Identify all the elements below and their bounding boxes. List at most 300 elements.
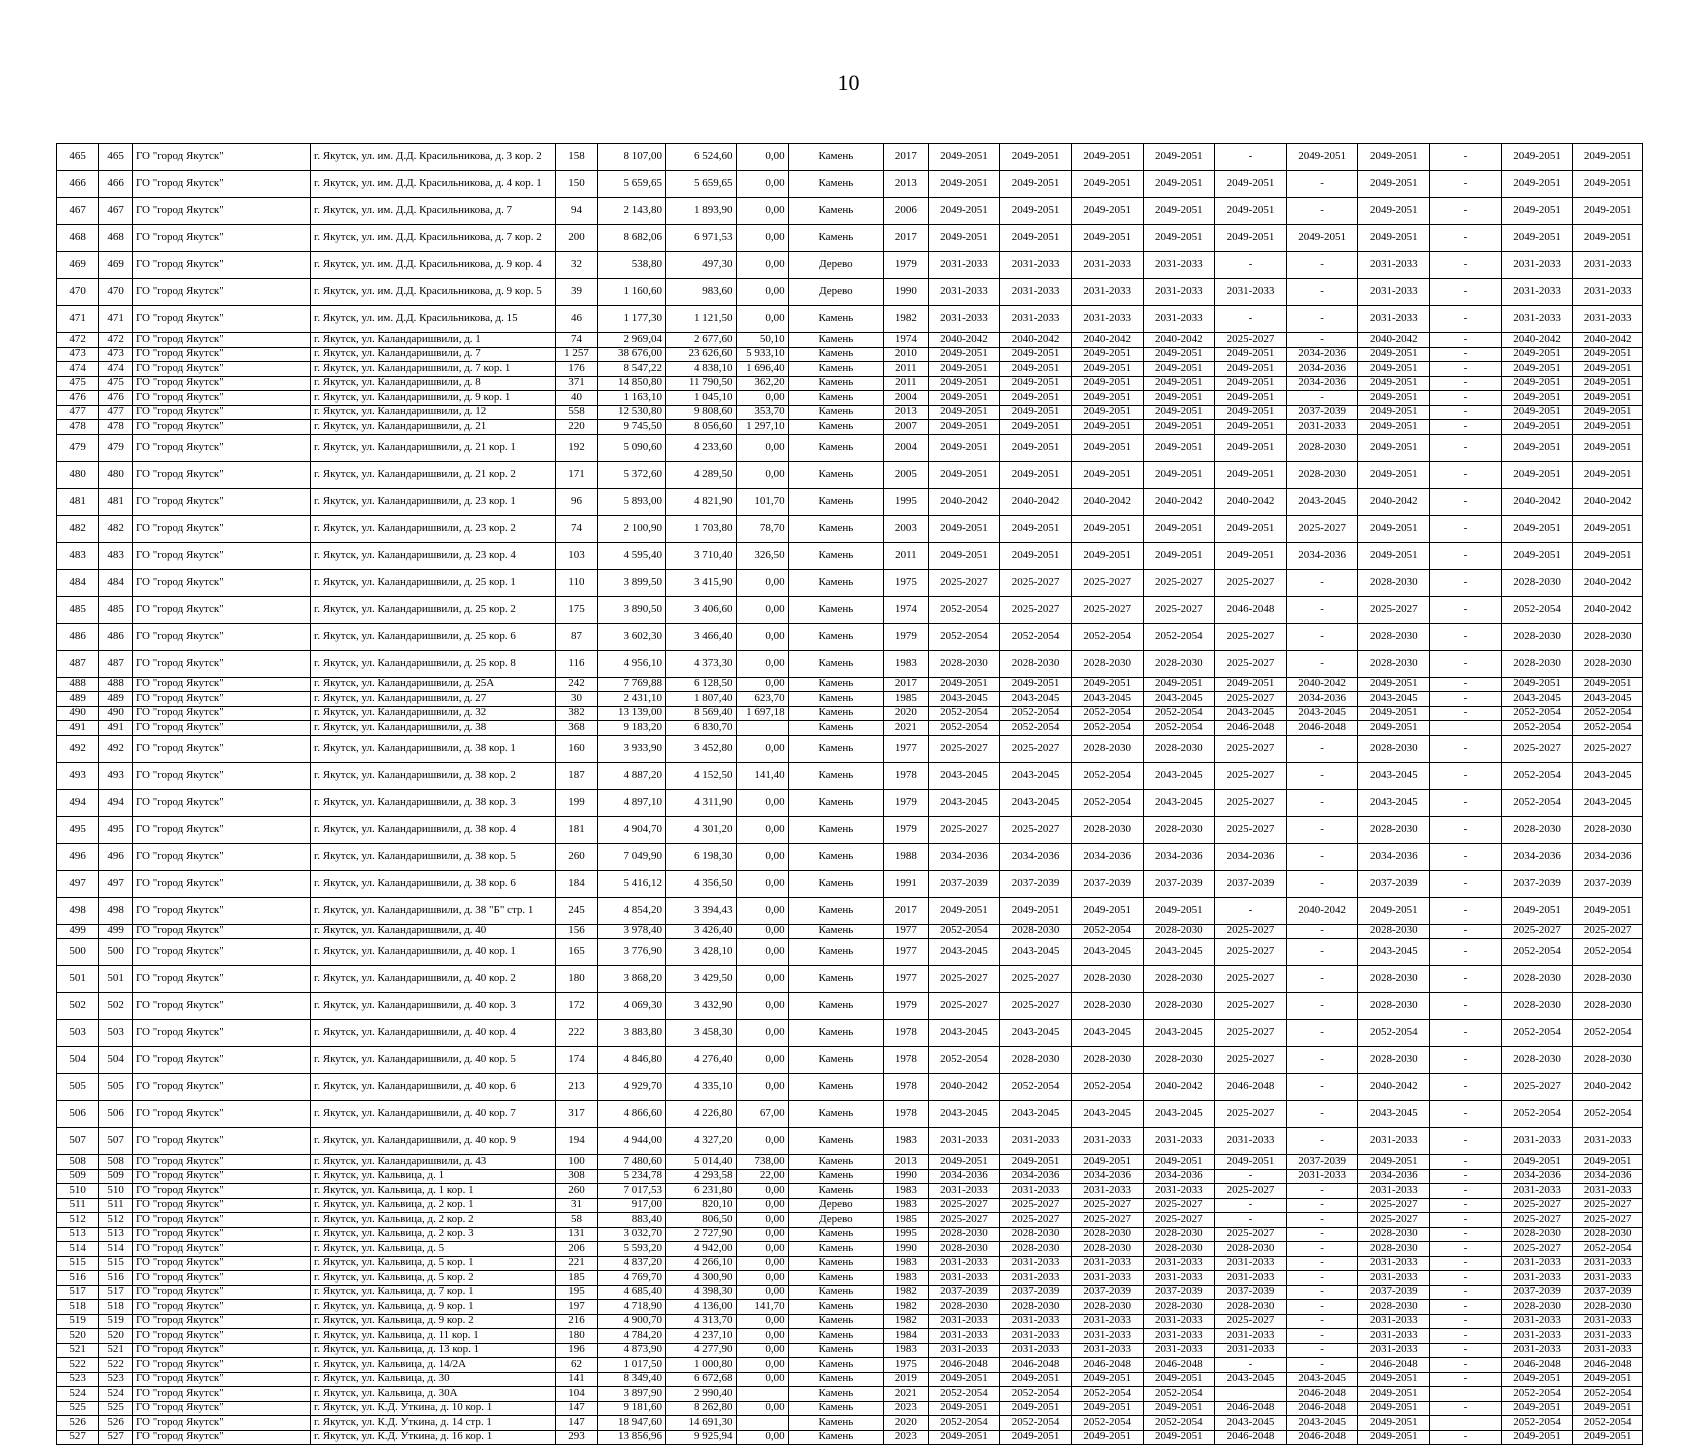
cell-period-8: - [1430, 1213, 1502, 1228]
cell-period-9: 2049-2051 [1501, 144, 1573, 171]
cell-house-number: 470 [99, 279, 133, 306]
cell-address: г. Якутск, ул. Каландаришвили, д. 32 [311, 706, 556, 721]
cell-nonresidential-area: 0,00 [736, 1271, 788, 1286]
cell-period-6: 2037-2039 [1286, 405, 1358, 420]
cell-period-8: - [1430, 870, 1502, 897]
cell-period-5: 2049-2051 [1215, 171, 1287, 198]
cell-wall-material: Камень [788, 924, 884, 939]
cell-period-1: 2049-2051 [928, 461, 1000, 488]
cell-residents: 260 [556, 843, 597, 870]
cell-living-area: 9 808,60 [665, 405, 736, 420]
cell-house-number: 483 [99, 542, 133, 569]
cell-wall-material: Камень [788, 897, 884, 924]
cell-house-number: 467 [99, 198, 133, 225]
cell-period-3: 2025-2027 [1071, 569, 1143, 596]
cell-row-number: 475 [57, 376, 99, 391]
cell-address: г. Якутск, ул. Каландаришвили, д. 23 кор. 2 [311, 515, 556, 542]
cell-residents: 192 [556, 434, 597, 461]
cell-living-area: 8 056,60 [665, 420, 736, 435]
cell-period-8: - [1430, 333, 1502, 348]
cell-period-1: 2028-2030 [928, 1227, 1000, 1242]
cell-municipality: ГО "город Якутск" [132, 1285, 310, 1300]
cell-period-1: 2040-2042 [928, 488, 1000, 515]
cell-wall-material: Камень [788, 677, 884, 692]
cell-wall-material: Камень [788, 843, 884, 870]
cell-living-area: 6 971,53 [665, 225, 736, 252]
cell-period-8: - [1430, 816, 1502, 843]
cell-period-5: 2049-2051 [1215, 542, 1287, 569]
cell-nonresidential-area: 0,00 [736, 144, 788, 171]
cell-period-1: 2049-2051 [928, 347, 1000, 362]
cell-period-7: 2043-2045 [1358, 789, 1430, 816]
cell-period-6: - [1286, 924, 1358, 939]
cell-period-6: 2049-2051 [1286, 225, 1358, 252]
cell-residents: 216 [556, 1314, 597, 1329]
cell-period-8: - [1430, 461, 1502, 488]
cell-period-2: 2028-2030 [1000, 1047, 1072, 1074]
cell-residents: 180 [556, 1329, 597, 1344]
cell-row-number: 515 [57, 1256, 99, 1271]
cell-period-1: 2031-2033 [928, 279, 1000, 306]
cell-address: г. Якутск, ул. Каландаришвили, д. 8 [311, 376, 556, 391]
table-row [57, 1074, 1643, 1101]
cell-living-area: 4 821,90 [665, 488, 736, 515]
cell-period-5: 2037-2039 [1215, 1285, 1287, 1300]
cell-municipality: ГО "город Якутск" [132, 1401, 310, 1416]
table-row [57, 650, 1643, 677]
cell-period-5: 2028-2030 [1215, 1300, 1287, 1315]
cell-period-3: 2025-2027 [1071, 1198, 1143, 1213]
cell-period-7: 2043-2045 [1358, 692, 1430, 707]
cell-period-3: 2049-2051 [1071, 677, 1143, 692]
cell-period-1: 2028-2030 [928, 650, 1000, 677]
cell-row-number: 481 [57, 488, 99, 515]
cell-period-4: 2052-2054 [1143, 1387, 1215, 1402]
cell-period-9: 2025-2027 [1501, 1213, 1573, 1228]
cell-municipality: ГО "город Якутск" [132, 279, 310, 306]
cell-total-area: 7 480,60 [597, 1155, 665, 1170]
cell-period-2: 2028-2030 [1000, 1242, 1072, 1257]
cell-house-number: 512 [99, 1213, 133, 1228]
cell-nonresidential-area [736, 1387, 788, 1402]
cell-house-number: 509 [99, 1169, 133, 1184]
cell-period-5: 2049-2051 [1215, 1155, 1287, 1170]
cell-year-built: 1974 [884, 596, 929, 623]
cell-total-area: 3 897,90 [597, 1387, 665, 1402]
cell-period-5: - [1215, 1198, 1287, 1213]
cell-period-5: 2025-2027 [1215, 569, 1287, 596]
cell-period-1: 2049-2051 [928, 225, 1000, 252]
cell-period-4: 2031-2033 [1143, 306, 1215, 333]
cell-period-1: 2040-2042 [928, 1074, 1000, 1101]
cell-period-9: 2052-2054 [1501, 789, 1573, 816]
cell-period-6: - [1286, 1256, 1358, 1271]
cell-residents: 110 [556, 569, 597, 596]
cell-wall-material: Камень [788, 1047, 884, 1074]
cell-address: г. Якутск, ул. Каландаришвили, д. 25 кор. 8 [311, 650, 556, 677]
cell-period-10: 2028-2030 [1573, 966, 1643, 993]
cell-total-area: 5 659,65 [597, 171, 665, 198]
cell-period-3: 2046-2048 [1071, 1358, 1143, 1373]
table-row [57, 1169, 1643, 1184]
cell-period-8: - [1430, 1401, 1502, 1416]
cell-period-1: 2052-2054 [928, 1416, 1000, 1431]
cell-period-4: 2031-2033 [1143, 1128, 1215, 1155]
cell-address: г. Якутск, ул. Каландаришвили, д. 38 кор. 6 [311, 870, 556, 897]
cell-residents: 46 [556, 306, 597, 333]
table-row [57, 515, 1643, 542]
cell-period-5: 2031-2033 [1215, 279, 1287, 306]
cell-wall-material: Камень [788, 1256, 884, 1271]
cell-living-area: 4 233,60 [665, 434, 736, 461]
cell-residents: 196 [556, 1343, 597, 1358]
cell-period-10: 2052-2054 [1573, 721, 1643, 736]
cell-residents: 213 [556, 1074, 597, 1101]
cell-period-6: - [1286, 789, 1358, 816]
cell-period-10: 2049-2051 [1573, 405, 1643, 420]
cell-period-9: 2028-2030 [1501, 623, 1573, 650]
cell-period-7: 2040-2042 [1358, 333, 1430, 348]
cell-period-4: 2028-2030 [1143, 1227, 1215, 1242]
cell-period-7: 2043-2045 [1358, 1101, 1430, 1128]
cell-period-4: 2043-2045 [1143, 692, 1215, 707]
cell-period-6: - [1286, 391, 1358, 406]
cell-period-9: 2049-2051 [1501, 391, 1573, 406]
cell-period-1: 2028-2030 [928, 1242, 1000, 1257]
cell-wall-material: Камень [788, 333, 884, 348]
cell-address: г. Якутск, ул. Кальвица, д. 7 кор. 1 [311, 1285, 556, 1300]
cell-period-10: 2031-2033 [1573, 1271, 1643, 1286]
cell-nonresidential-area: 0,00 [736, 171, 788, 198]
cell-house-number: 494 [99, 789, 133, 816]
cell-period-3: 2049-2051 [1071, 347, 1143, 362]
cell-address: г. Якутск, ул. Каландаришвили, д. 40 кор. 9 [311, 1128, 556, 1155]
cell-period-10: 2028-2030 [1573, 816, 1643, 843]
cell-period-4: 2028-2030 [1143, 1242, 1215, 1257]
cell-municipality: ГО "город Якутск" [132, 677, 310, 692]
cell-period-5: 2049-2051 [1215, 198, 1287, 225]
cell-period-4: 2031-2033 [1143, 1271, 1215, 1286]
cell-total-area: 8 682,06 [597, 225, 665, 252]
cell-living-area: 4 237,10 [665, 1329, 736, 1344]
cell-period-5: 2025-2027 [1215, 789, 1287, 816]
cell-row-number: 492 [57, 735, 99, 762]
cell-period-4: 2049-2051 [1143, 1401, 1215, 1416]
cell-row-number: 512 [57, 1213, 99, 1228]
cell-period-7: 2028-2030 [1358, 569, 1430, 596]
cell-period-4: 2028-2030 [1143, 993, 1215, 1020]
cell-nonresidential-area: 0,00 [736, 1227, 788, 1242]
cell-period-4: 2052-2054 [1143, 706, 1215, 721]
table-row [57, 789, 1643, 816]
cell-wall-material: Камень [788, 706, 884, 721]
cell-municipality: ГО "город Якутск" [132, 306, 310, 333]
cell-row-number: 494 [57, 789, 99, 816]
cell-period-2: 2043-2045 [1000, 939, 1072, 966]
cell-period-9: 2031-2033 [1501, 1343, 1573, 1358]
cell-house-number: 479 [99, 434, 133, 461]
cell-municipality: ГО "город Якутск" [132, 816, 310, 843]
cell-address: г. Якутск, ул. Каландаришвили, д. 40 кор. 4 [311, 1020, 556, 1047]
cell-period-3: 2028-2030 [1071, 1047, 1143, 1074]
cell-period-10: 2052-2054 [1573, 1416, 1643, 1431]
cell-period-6: - [1286, 623, 1358, 650]
cell-house-number: 469 [99, 252, 133, 279]
cell-wall-material: Камень [788, 735, 884, 762]
cell-wall-material: Камень [788, 434, 884, 461]
cell-period-3: 2043-2045 [1071, 692, 1143, 707]
cell-residents: 200 [556, 225, 597, 252]
cell-period-9: 2028-2030 [1501, 650, 1573, 677]
cell-period-9: 2052-2054 [1501, 939, 1573, 966]
cell-municipality: ГО "город Якутск" [132, 198, 310, 225]
cell-period-1: 2052-2054 [928, 721, 1000, 736]
cell-period-7: 2034-2036 [1358, 1169, 1430, 1184]
cell-period-1: 2049-2051 [928, 171, 1000, 198]
cell-living-area: 6 198,30 [665, 843, 736, 870]
cell-nonresidential-area: 0,00 [736, 993, 788, 1020]
cell-wall-material: Камень [788, 870, 884, 897]
cell-period-10: 2052-2054 [1573, 1242, 1643, 1257]
cell-nonresidential-area: 0,00 [736, 1213, 788, 1228]
cell-wall-material: Камень [788, 623, 884, 650]
cell-wall-material: Камень [788, 1155, 884, 1170]
cell-living-area: 3 415,90 [665, 569, 736, 596]
cell-period-8: - [1430, 347, 1502, 362]
cell-total-area: 4 769,70 [597, 1271, 665, 1286]
cell-wall-material: Камень [788, 692, 884, 707]
cell-residents: 181 [556, 816, 597, 843]
cell-house-number: 486 [99, 623, 133, 650]
cell-house-number: 492 [99, 735, 133, 762]
cell-period-8: - [1430, 252, 1502, 279]
cell-row-number: 525 [57, 1401, 99, 1416]
cell-period-8: - [1430, 1343, 1502, 1358]
cell-period-1: 2049-2051 [928, 897, 1000, 924]
cell-wall-material: Камень [788, 542, 884, 569]
cell-year-built: 1978 [884, 1074, 929, 1101]
cell-period-3: 2031-2033 [1071, 1271, 1143, 1286]
cell-period-9: 2031-2033 [1501, 1314, 1573, 1329]
cell-period-9: 2049-2051 [1501, 1401, 1573, 1416]
cell-period-3: 2052-2054 [1071, 706, 1143, 721]
cell-period-5: 2049-2051 [1215, 515, 1287, 542]
table-row [57, 816, 1643, 843]
cell-period-5: - [1215, 252, 1287, 279]
cell-total-area: 18 947,60 [597, 1416, 665, 1431]
cell-row-number: 497 [57, 870, 99, 897]
cell-period-3: 2052-2054 [1071, 762, 1143, 789]
cell-period-6: - [1286, 1343, 1358, 1358]
cell-wall-material: Камень [788, 789, 884, 816]
cell-period-2: 2049-2051 [1000, 144, 1072, 171]
cell-period-10: 2040-2042 [1573, 488, 1643, 515]
table-row [57, 405, 1643, 420]
cell-period-9: 2049-2051 [1501, 677, 1573, 692]
cell-house-number: 504 [99, 1047, 133, 1074]
cell-address: г. Якутск, ул. Каландаришвили, д. 27 [311, 692, 556, 707]
cell-municipality: ГО "город Якутск" [132, 721, 310, 736]
table-row [57, 1101, 1643, 1128]
cell-period-5: 2025-2027 [1215, 762, 1287, 789]
cell-year-built: 2021 [884, 1387, 929, 1402]
table-row [57, 993, 1643, 1020]
cell-year-built: 1984 [884, 1329, 929, 1344]
cell-period-6: 2031-2033 [1286, 1169, 1358, 1184]
cell-period-5: - [1215, 1213, 1287, 1228]
cell-nonresidential-area: 0,00 [736, 391, 788, 406]
cell-period-9: 2049-2051 [1501, 1372, 1573, 1387]
cell-row-number: 514 [57, 1242, 99, 1257]
cell-house-number: 498 [99, 897, 133, 924]
cell-total-area: 3 776,90 [597, 939, 665, 966]
cell-row-number: 476 [57, 391, 99, 406]
cell-period-7: 2028-2030 [1358, 623, 1430, 650]
cell-period-10: 2025-2027 [1573, 735, 1643, 762]
cell-period-2: 2049-2051 [1000, 1372, 1072, 1387]
cell-year-built: 2010 [884, 347, 929, 362]
cell-wall-material: Камень [788, 993, 884, 1020]
cell-municipality: ГО "город Якутск" [132, 1155, 310, 1170]
cell-period-9: 2049-2051 [1501, 405, 1573, 420]
cell-residents: 58 [556, 1213, 597, 1228]
cell-period-4: 2031-2033 [1143, 252, 1215, 279]
cell-period-1: 2052-2054 [928, 924, 1000, 939]
cell-year-built: 1990 [884, 1169, 929, 1184]
cell-living-area: 1 121,50 [665, 306, 736, 333]
cell-period-2: 2046-2048 [1000, 1358, 1072, 1373]
cell-period-7: 2031-2033 [1358, 1271, 1430, 1286]
cell-nonresidential-area: 141,70 [736, 1300, 788, 1315]
cell-period-1: 2034-2036 [928, 1169, 1000, 1184]
table-row [57, 692, 1643, 707]
cell-total-area: 4 846,80 [597, 1047, 665, 1074]
cell-total-area: 1 160,60 [597, 279, 665, 306]
cell-address: г. Якутск, ул. им. Д.Д. Красильникова, д. 9 кор. 5 [311, 279, 556, 306]
cell-period-8 [1430, 721, 1502, 736]
cell-period-8: - [1430, 1358, 1502, 1373]
cell-residents: 260 [556, 1184, 597, 1199]
cell-year-built: 1978 [884, 762, 929, 789]
cell-period-6: - [1286, 1128, 1358, 1155]
table-row [57, 1372, 1643, 1387]
cell-period-9: 2031-2033 [1501, 1271, 1573, 1286]
cell-period-1: 2049-2051 [928, 362, 1000, 377]
cell-period-10: 2025-2027 [1573, 924, 1643, 939]
table-body [57, 144, 1643, 1445]
cell-period-4: 2028-2030 [1143, 735, 1215, 762]
cell-municipality: ГО "город Якутск" [132, 515, 310, 542]
cell-living-area: 2 677,60 [665, 333, 736, 348]
cell-nonresidential-area: 0,00 [736, 677, 788, 692]
cell-row-number: 502 [57, 993, 99, 1020]
cell-period-6: 2043-2045 [1286, 1372, 1358, 1387]
cell-year-built: 1983 [884, 1256, 929, 1271]
cell-period-7: 2031-2033 [1358, 1343, 1430, 1358]
cell-row-number: 480 [57, 461, 99, 488]
cell-period-3: 2049-2051 [1071, 362, 1143, 377]
cell-municipality: ГО "город Якутск" [132, 966, 310, 993]
table-row [57, 1227, 1643, 1242]
cell-address: г. Якутск, ул. Каландаришвили, д. 38 кор. 3 [311, 789, 556, 816]
cell-period-9: 2028-2030 [1501, 966, 1573, 993]
cell-period-4: 2040-2042 [1143, 1074, 1215, 1101]
cell-period-1: 2025-2027 [928, 735, 1000, 762]
cell-period-6: 2046-2048 [1286, 721, 1358, 736]
cell-house-number: 507 [99, 1128, 133, 1155]
cell-period-10: 2046-2048 [1573, 1358, 1643, 1373]
cell-period-10: 2052-2054 [1573, 939, 1643, 966]
cell-period-8: - [1430, 735, 1502, 762]
cell-wall-material: Камень [788, 376, 884, 391]
cell-nonresidential-area: 0,00 [736, 569, 788, 596]
cell-period-4: 2046-2048 [1143, 1358, 1215, 1373]
cell-period-5: 2046-2048 [1215, 721, 1287, 736]
cell-period-8: - [1430, 1271, 1502, 1286]
cell-period-6: - [1286, 993, 1358, 1020]
cell-municipality: ГО "город Якутск" [132, 347, 310, 362]
cell-period-6: 2043-2045 [1286, 1416, 1358, 1431]
cell-municipality: ГО "город Якутск" [132, 1256, 310, 1271]
cell-wall-material: Камень [788, 1343, 884, 1358]
cell-period-5: 2043-2045 [1215, 1372, 1287, 1387]
cell-total-area: 14 850,80 [597, 376, 665, 391]
cell-period-9: 2052-2054 [1501, 762, 1573, 789]
cell-period-8: - [1430, 376, 1502, 391]
cell-total-area: 5 090,60 [597, 434, 665, 461]
cell-row-number: 484 [57, 569, 99, 596]
cell-period-10: 2052-2054 [1573, 1101, 1643, 1128]
cell-period-2: 2049-2051 [1000, 677, 1072, 692]
table-row [57, 1285, 1643, 1300]
cell-wall-material: Камень [788, 1074, 884, 1101]
cell-total-area: 13 856,96 [597, 1430, 665, 1445]
cell-period-10: 2040-2042 [1573, 596, 1643, 623]
cell-house-number: 495 [99, 816, 133, 843]
cell-nonresidential-area: 0,00 [736, 306, 788, 333]
cell-period-8: - [1430, 225, 1502, 252]
cell-period-6: 2034-2036 [1286, 542, 1358, 569]
cell-period-10: 2034-2036 [1573, 843, 1643, 870]
cell-residents: 171 [556, 461, 597, 488]
page-number: 10 [837, 70, 860, 95]
cell-residents: 199 [556, 789, 597, 816]
cell-period-3: 2031-2033 [1071, 306, 1143, 333]
cell-period-9: 2025-2027 [1501, 1242, 1573, 1257]
cell-residents: 206 [556, 1242, 597, 1257]
cell-period-2: 2049-2051 [1000, 225, 1072, 252]
cell-living-area: 1 893,90 [665, 198, 736, 225]
cell-house-number: 508 [99, 1155, 133, 1170]
cell-period-1: 2031-2033 [928, 1314, 1000, 1329]
cell-house-number: 501 [99, 966, 133, 993]
cell-period-1: 2049-2051 [928, 420, 1000, 435]
cell-nonresidential-area: 623,70 [736, 692, 788, 707]
cell-period-1: 2037-2039 [928, 870, 1000, 897]
cell-period-4: 2028-2030 [1143, 1300, 1215, 1315]
cell-municipality: ГО "город Якутск" [132, 405, 310, 420]
cell-period-9: 2031-2033 [1501, 279, 1573, 306]
cell-address: г. Якутск, ул. Каландаришвили, д. 25А [311, 677, 556, 692]
cell-period-3: 2031-2033 [1071, 1329, 1143, 1344]
cell-year-built: 1979 [884, 252, 929, 279]
cell-period-2: 2031-2033 [1000, 306, 1072, 333]
cell-period-3: 2049-2051 [1071, 1430, 1143, 1445]
cell-municipality: ГО "город Якутск" [132, 939, 310, 966]
cell-period-1: 2043-2045 [928, 762, 1000, 789]
cell-period-6: - [1286, 1184, 1358, 1199]
cell-row-number: 510 [57, 1184, 99, 1199]
